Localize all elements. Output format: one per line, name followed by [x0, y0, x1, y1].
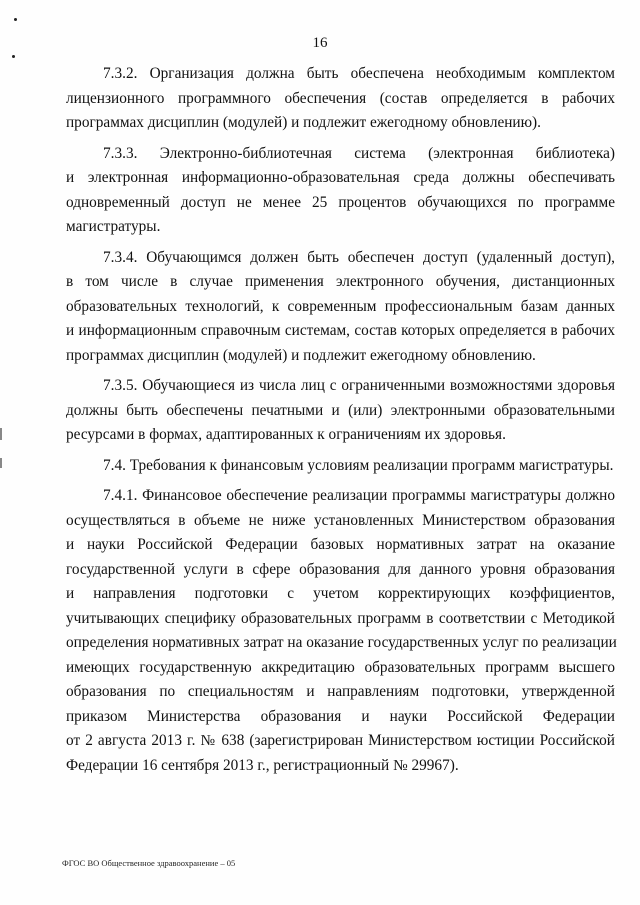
text-line: и электронная информационно-образовательная среда должны обеспечивать	[66, 169, 615, 186]
paragraph	[66, 142, 615, 240]
text-line: образования по специальностям и направлениям подготовки, утвержденной	[66, 683, 615, 700]
text-line: приказом Министерства образования и науки Российской Федерации	[66, 707, 615, 725]
text-line: учитывающих специфику образовательных программ в соответствии с Методикой	[66, 609, 615, 627]
text-line: имеющих государственную аккредитацию образовательных программ высшего	[66, 658, 615, 676]
paragraph	[66, 62, 615, 136]
document-body	[66, 62, 615, 784]
text-line: от 2 августа 2013 г. № 638 (зарегистрирован Министерством юстиции Российской	[66, 732, 615, 749]
text-line: определения нормативных затрат на оказание государственных услуг по реализации	[66, 634, 617, 651]
text-line: 7.3.5. Обучающиеся из числа лиц с ограниченными возможностями здоровья	[103, 377, 615, 394]
text-line: и направления подготовки с учетом корректирующих коэффициентов,	[66, 585, 615, 602]
text-line: 7.4. Требования к финансовым условиям реализации программ магистратуры.	[103, 456, 614, 474]
scan-speck	[14, 18, 17, 21]
scan-edge-mark	[0, 458, 2, 468]
text-line: и науки Российской Федерации базовых нормативных затрат на оказание	[66, 536, 615, 553]
text-line: ресурсами в формах, адаптированных к ограничениям их здоровья.	[66, 426, 506, 443]
text-line: магистратуры.	[66, 218, 161, 235]
page-number: 16	[312, 35, 328, 51]
text-line: образовательных технологий, к современным профессиональным базам данных	[66, 297, 615, 315]
text-line: государственной услуги в сфере образования для данного уровня образования	[66, 560, 615, 578]
text-line: 7.4.1. Финансовое обеспечение реализации программы магистратуры должно	[103, 487, 615, 504]
text-line: должны быть обеспечены печатными и (или) электронными образовательными	[66, 401, 615, 419]
text-line: и информационным справочным системам, состав которых определяется в рабочих	[66, 322, 615, 339]
text-line: 7.3.3. Электронно-библиотечная система (электронная библиотека)	[103, 144, 615, 162]
scan-edge-mark	[0, 428, 2, 440]
page-footer: ФГОС ВО Общественное здравоохранение – 05	[62, 858, 236, 868]
text-line: Федерации 16 сентября 2013 г., регистрационный № 29967).	[66, 756, 459, 774]
paragraph	[66, 246, 615, 369]
text-line: 7.3.4. Обучающимся должен быть обеспечен доступ (удаленный доступ),	[103, 248, 615, 266]
text-line: одновременный доступ не менее 25 процентов обучающихся по программе	[66, 193, 615, 211]
paragraph	[66, 454, 615, 479]
text-line: осуществляться в объеме не ниже установленных Министерством образования	[66, 511, 615, 529]
text-line: программах дисциплин (модулей) и подлежит ежегодному обновлению).	[66, 114, 541, 131]
paragraph	[66, 374, 615, 448]
paragraph	[66, 484, 615, 778]
text-line: 7.3.2. Организация должна быть обеспечена необходимым комплектом	[103, 65, 615, 82]
scan-speck	[12, 55, 15, 58]
text-line: лицензионного программного обеспечения (состав определяется в рабочих	[66, 89, 615, 107]
text-line: в том числе в случае применения электронного обучения, дистанционных	[66, 273, 615, 290]
text-line: программах дисциплин (модулей) и подлежит ежегодному обновлению.	[66, 346, 536, 364]
